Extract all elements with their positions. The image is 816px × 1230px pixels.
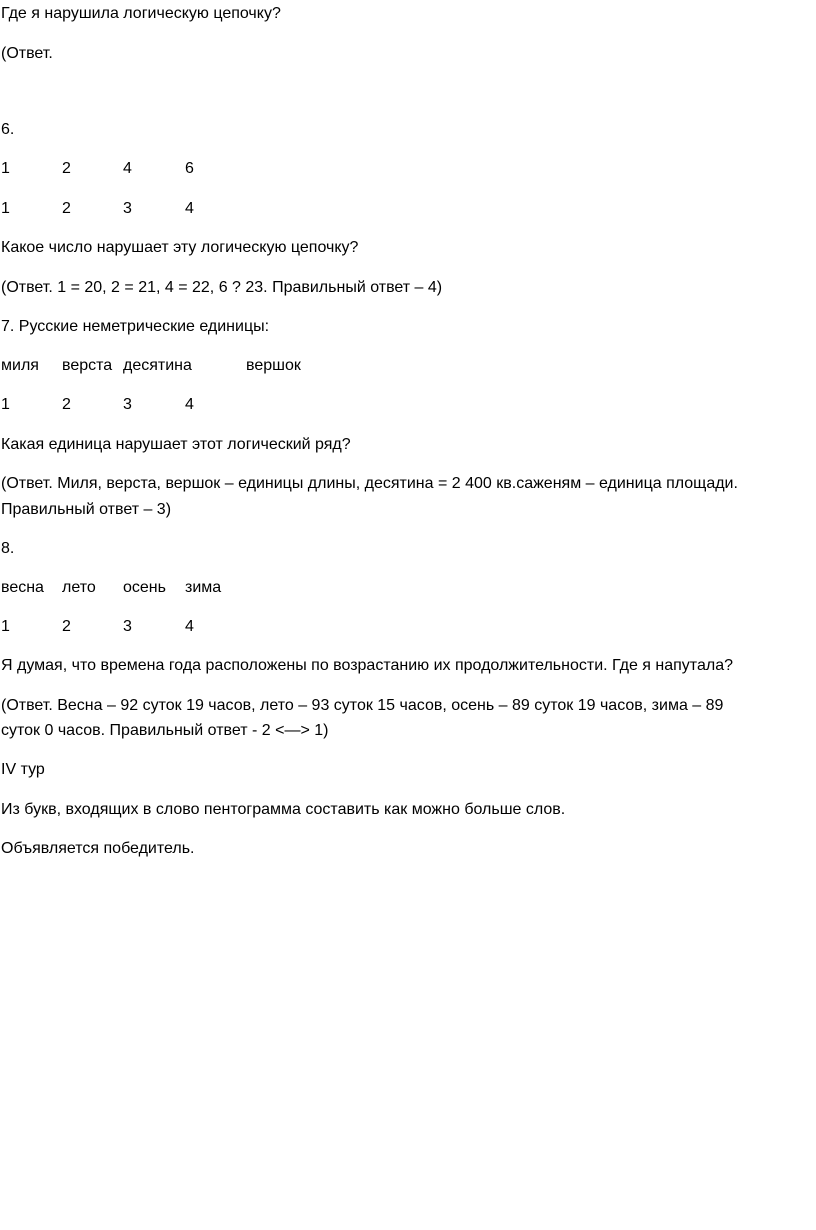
answer-line: суток 0 часов. Правильный ответ - 2 <—> 1) bbox=[1, 722, 329, 739]
position-number: 3 bbox=[123, 396, 132, 413]
position-row bbox=[0, 393, 400, 417]
question-line: Я думая, что времена года расположены по возрастанию их продолжительности. Где я напутала? bbox=[1, 657, 733, 674]
seasons-row bbox=[0, 576, 400, 600]
sequence-value: 6 bbox=[185, 160, 194, 177]
season-word: осень bbox=[123, 579, 166, 596]
position-number: 4 bbox=[185, 618, 194, 635]
unit-word: десятина bbox=[123, 357, 192, 374]
closing-line: Объявляется победитель. bbox=[1, 840, 195, 857]
unit-word: миля bbox=[1, 357, 39, 374]
sequence-value: 2 bbox=[62, 160, 71, 177]
answer-line: (Ответ. 1 = 20, 2 = 21, 4 = 22, 6 ? 23. Правильный ответ – 4) bbox=[1, 279, 443, 296]
position-number: 2 bbox=[62, 200, 71, 217]
position-number: 1 bbox=[1, 200, 10, 217]
answer-line: (Ответ. Весна – 92 суток 19 часов, лето – 93 суток 15 часов, осень – 89 суток 19 часов, зима – 89 bbox=[1, 697, 724, 714]
season-word: весна bbox=[1, 579, 44, 596]
unit-word: верста bbox=[62, 357, 113, 374]
position-number: 4 bbox=[185, 200, 194, 217]
units-row bbox=[0, 354, 400, 378]
round-heading: IV тур bbox=[1, 761, 45, 778]
position-number: 2 bbox=[62, 396, 71, 413]
position-row bbox=[0, 197, 400, 221]
item-number: 8. bbox=[1, 540, 15, 557]
unit-word: вершок bbox=[246, 357, 301, 374]
season-word: зима bbox=[185, 579, 222, 596]
item-heading: 7. Русские неметрические единицы: bbox=[1, 318, 270, 335]
question-line: Где я нарушила логическую цепочку? bbox=[1, 5, 281, 22]
answer-line: (Ответ. Миля, верста, вершок – единицы длины, десятина = 2 400 кв.саженям – единица площади. bbox=[1, 475, 738, 492]
position-number: 4 bbox=[185, 396, 194, 413]
season-word: лето bbox=[62, 579, 96, 596]
position-number: 1 bbox=[1, 618, 10, 635]
sequence-value: 1 bbox=[1, 160, 10, 177]
position-number: 2 bbox=[62, 618, 71, 635]
number-sequence-row bbox=[0, 157, 400, 181]
position-row bbox=[0, 615, 400, 639]
sequence-value: 4 bbox=[123, 160, 132, 177]
position-number: 1 bbox=[1, 396, 10, 413]
item-number: 6. bbox=[1, 121, 15, 138]
position-number: 3 bbox=[123, 618, 132, 635]
answer-line: Правильный ответ – 3) bbox=[1, 501, 172, 518]
question-line: Какая единица нарушает этот логический ряд? bbox=[1, 436, 351, 453]
position-number: 3 bbox=[123, 200, 132, 217]
question-line: Какое число нарушает эту логическую цепочку? bbox=[1, 239, 359, 256]
task-line: Из букв, входящих в слово пентограмма составить как можно больше слов. bbox=[1, 801, 566, 818]
answer-line: (Ответ. bbox=[1, 45, 53, 62]
